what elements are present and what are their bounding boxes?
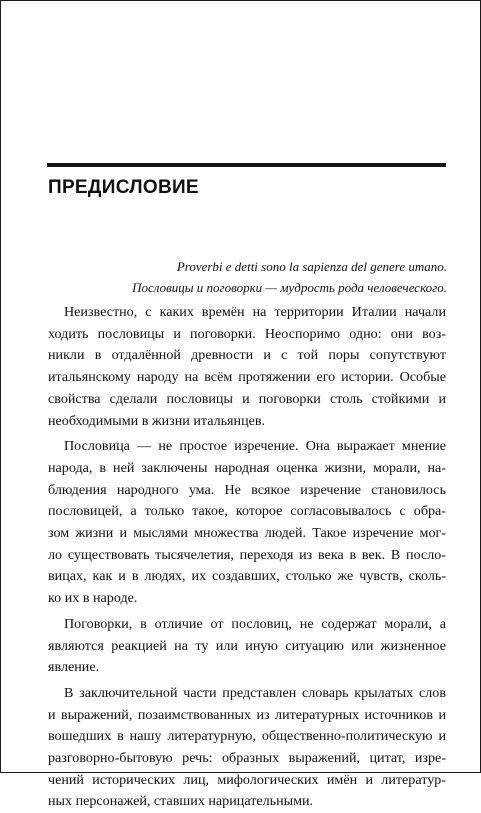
text-line: В заключительной части представлен словарь крылатых слов [64,684,446,701]
text-line: блюдения народного ума. Не всякое изречение становилось [48,481,446,498]
text-line: явление. [48,659,100,676]
text-line: народа, в ней заключены народная оценка жизни, морали, на- [48,459,446,476]
text-line: итальянскому народу на всём протяжении его истории. Особые [48,369,446,386]
text-line: вицах, как и в людях, их создавших, столько же чувств, сколь- [48,568,446,585]
text-line: ных персонажей, ставших нарицательными. [48,793,314,810]
text-line: свойства сделали пословицы и поговорки столь стойкими и [48,390,446,407]
body-text [48,302,446,813]
text-line: вошедших в нашу литературную, общественно-политическую и [48,728,446,745]
page-title: ПРЕДИСЛОВИЕ [48,177,199,198]
paragraph [48,614,446,679]
text-line: ко их в народе. [48,590,138,607]
text-line: являются реакцией на ту или иную ситуацию или жизненное [48,637,446,654]
text-line: Пословица — не простое изречение. Она выражает мнение [64,438,446,455]
text-line: необходимыми в жизни итальянцев. [48,412,266,429]
text-line: разговорно-бытовую речь: образных выражений, цитат, изре- [48,750,446,767]
text-line: зом жизни и мыслями множества людей. Такое изречение мог- [48,525,446,542]
text-line: Неизвестно, с каких времён на территории Италии начали [64,304,446,320]
text-line: никли в отдалённой древности и с той поры сопутствуют [48,347,446,364]
heading-rule [47,163,446,167]
text-line: чений исторических лиц, мифологических имён и литератур- [48,771,446,788]
text-line: ходить пословицы и поговорки. Неоспоримо одно: они воз- [48,325,446,342]
text-line: Поговорки, в отличие от пословиц, не содержат морали, а [64,615,446,632]
text-line: пословицей, а только такое, которое согласовывалось с обра- [48,503,446,520]
text-line: ло существовать тысячелетия, переходя из века в век. В посло- [48,546,446,563]
paragraph [48,683,446,813]
paragraph [48,436,446,610]
epigraph [132,256,447,298]
epigraph-italian: Proverbi e detti sono la sapienza del genere umano. [176,259,447,274]
epigraph-russian: Пословицы и поговорки — мудрость рода человеческого. [132,280,447,295]
text-line: и выражений, позаимствованных из литературных источников и [48,706,446,723]
paragraph [48,302,446,432]
